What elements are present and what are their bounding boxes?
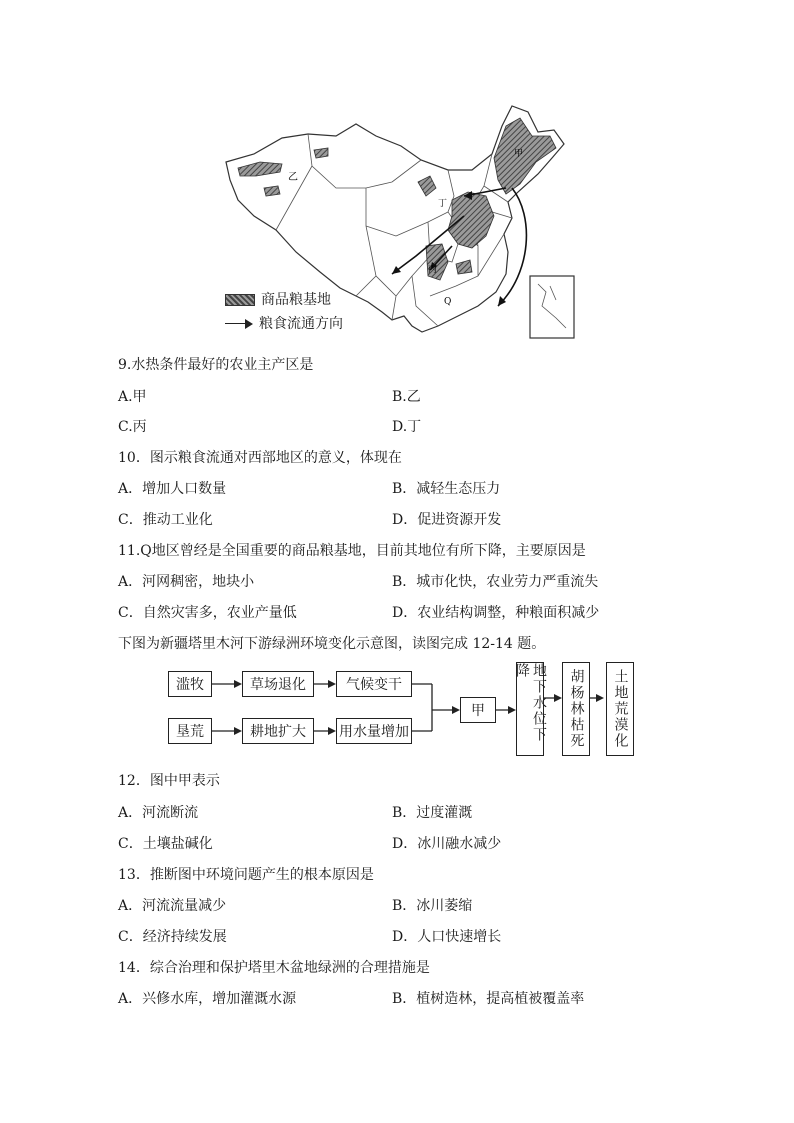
q9-option-d[interactable]: D.丁 — [392, 419, 422, 435]
legend-base-label: 商品粮基地 — [261, 292, 331, 308]
label-jia: 甲 — [514, 149, 524, 159]
base-yi-3 — [314, 148, 328, 158]
q11-option-b[interactable]: B．城市化快，农业劳力严重流失 — [392, 574, 599, 590]
q13-option-c[interactable]: C．经济持续发展 — [118, 929, 227, 945]
map-legend — [225, 288, 343, 336]
q9-option-c[interactable]: C.丙 — [118, 419, 147, 435]
inset-box — [530, 276, 574, 338]
desertification-label: 土地荒漠化 — [612, 669, 629, 749]
q10-option-b[interactable]: B．减轻生态压力 — [392, 481, 501, 497]
label-yi: 乙 — [288, 172, 298, 183]
flowchart-intro: 下图为新疆塔里木河下游绿洲环境变化示意图，读图完成 12-14 题。 — [118, 636, 546, 652]
box-grassland-degradation: 草场退化 — [242, 671, 314, 697]
box-jia: 甲 — [460, 697, 496, 723]
box-climate-drier: 气候变干 — [336, 671, 412, 697]
q12-option-c[interactable]: C．土壤盐碱化 — [118, 836, 213, 852]
q12-option-d[interactable]: D．冰川融水减少 — [392, 836, 502, 852]
q13-option-b[interactable]: B．冰川萎缩 — [392, 898, 473, 914]
hatch-swatch-icon — [225, 294, 255, 306]
q14-option-a[interactable]: A．兴修水库，增加灌溉水源 — [118, 991, 297, 1007]
poplar-death-label: 胡杨林枯死 — [568, 669, 585, 749]
question-12-stem: 12．图中甲表示 — [118, 773, 220, 789]
q9-option-a[interactable]: A.甲 — [118, 389, 147, 405]
box-overgrazing: 滥牧 — [168, 671, 212, 697]
arrow-right-icon — [225, 319, 253, 329]
label-q: Q — [444, 297, 452, 307]
label-bing: 丙 — [428, 265, 438, 275]
q11-option-c[interactable]: C．自然灾害多，农业产量低 — [118, 605, 297, 621]
question-10-stem: 10．图示粮食流通对西部地区的意义，体现在 — [118, 450, 402, 466]
question-13-stem: 13．推断图中环境问题产生的根本原因是 — [118, 867, 374, 883]
q10-option-c[interactable]: C．推动工业化 — [118, 512, 213, 528]
label-ding: 丁 — [438, 199, 448, 209]
q11-option-a[interactable]: A．河网稠密，地块小 — [118, 574, 255, 590]
legend-flow-label: 粮食流通方向 — [259, 316, 343, 332]
q12-option-a[interactable]: A．河流断流 — [118, 805, 199, 821]
q10-option-a[interactable]: A．增加人口数量 — [118, 481, 227, 497]
box-reclamation: 垦荒 — [168, 718, 212, 744]
q10-option-d[interactable]: D．促进资源开发 — [392, 512, 502, 528]
base-yi-2 — [264, 186, 280, 196]
legend-base — [225, 288, 343, 312]
q11-option-d[interactable]: D．农业结构调整，种粮面积减少 — [392, 605, 600, 621]
q13-option-d[interactable]: D．人口快速增长 — [392, 929, 502, 945]
question-9-stem: 9.水热条件最好的农业主产区是 — [118, 357, 314, 373]
oasis-flowchart — [160, 660, 650, 760]
box-farmland-expansion: 耕地扩大 — [242, 718, 314, 744]
q12-option-b[interactable]: B．过度灌溉 — [392, 805, 473, 821]
box-poplar-death — [562, 662, 590, 756]
q9-option-b[interactable]: B.乙 — [392, 389, 421, 405]
question-14-stem: 14．综合治理和保护塔里木盆地绿洲的合理措施是 — [118, 960, 430, 976]
box-groundwater-drop — [514, 662, 547, 756]
legend-flow — [225, 312, 343, 336]
q13-option-a[interactable]: A．河流流量减少 — [118, 898, 227, 914]
question-11-stem: 11.Q地区曾经是全国重要的商品粮基地，目前其地位有所下降，主要原因是 — [118, 543, 586, 559]
q14-option-b[interactable]: B．植树造林，提高植被覆盖率 — [392, 991, 585, 1007]
box-water-use-increase: 用水量增加 — [336, 718, 412, 744]
box-desertification — [606, 662, 634, 756]
groundwater-drop-label: 地下水位下降 — [514, 663, 547, 743]
